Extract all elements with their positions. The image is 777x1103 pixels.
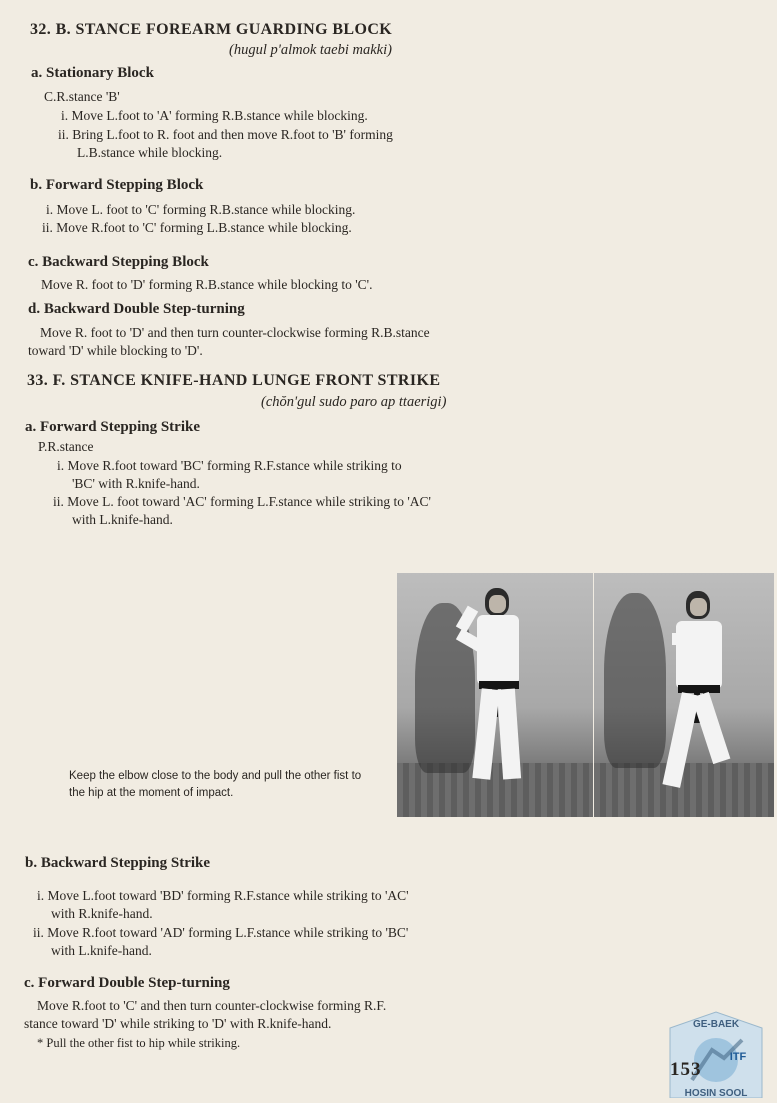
logo-top-text: GE-BAEK bbox=[692, 1019, 740, 1030]
section-32d-title: d. Backward Double Step-turning bbox=[28, 301, 245, 317]
page-number: 153 bbox=[670, 1059, 702, 1080]
text-line: toward 'D' while blocking to 'D'. bbox=[28, 343, 203, 358]
section-33c-title: c. Forward Double Step-turning bbox=[24, 975, 230, 991]
text-line: i. Move R.foot toward 'BC' forming R.F.stance while striking to bbox=[57, 458, 402, 473]
text-line: L.B.stance while blocking. bbox=[77, 145, 223, 160]
photo-knife-hand-strike-left bbox=[397, 573, 593, 817]
text-line: ii. Move R.foot toward 'AD' forming L.F.stance while striking to 'BC' bbox=[33, 925, 409, 940]
section-32-title: 32. B. STANCE FOREARM GUARDING BLOCK bbox=[30, 21, 393, 38]
section-32c-title: c. Backward Stepping Block bbox=[28, 254, 209, 270]
section-32-subtitle: (hugul p'almok taebi makki) bbox=[229, 42, 392, 58]
section-32b-title: b. Forward Stepping Block bbox=[30, 177, 204, 193]
text-line: i. Move L.foot toward 'BD' forming R.F.stance while striking to 'AC' bbox=[37, 888, 409, 903]
text-line: with L.knife-hand. bbox=[51, 943, 152, 958]
logo-bottom-text: HOSIN SOOL bbox=[684, 1088, 748, 1098]
section-33-subtitle: (chŏn'gul sudo paro ap ttaerigi) bbox=[261, 394, 447, 410]
text-line: P.R.stance bbox=[38, 439, 94, 454]
text-line: ii. Move R.foot to 'C' forming L.B.stance while blocking. bbox=[42, 220, 352, 235]
logo-mid-text: ITF bbox=[729, 1051, 747, 1063]
text-line: stance toward 'D' while striking to 'D' with R.knife-hand. bbox=[24, 1016, 332, 1031]
text-line: C.R.stance 'B' bbox=[44, 89, 120, 104]
photo-knife-hand-strike-right bbox=[594, 573, 774, 817]
logo-graphic bbox=[662, 1010, 770, 1098]
footnote: * Pull the other fist to hip while striking. bbox=[37, 1036, 241, 1050]
text-line: with R.knife-hand. bbox=[51, 906, 153, 921]
text-line: Move R. foot to 'D' and then turn counter-clockwise forming R.B.stance bbox=[40, 325, 430, 340]
text-line: Move R.foot to 'C' and then turn counter-clockwise forming R.F. bbox=[37, 998, 387, 1013]
text-line: ii. Bring L.foot to R. foot and then move R.foot to 'B' forming bbox=[58, 127, 393, 142]
text-line: Move R. foot to 'D' forming R.B.stance while blocking to 'C'. bbox=[41, 277, 373, 292]
text-line: ii. Move L. foot toward 'AC' forming L.F.stance while striking to 'AC' bbox=[53, 494, 431, 509]
section-33a-title: a. Forward Stepping Strike bbox=[25, 419, 201, 435]
ge-baek-logo bbox=[662, 1010, 770, 1098]
section-33-title: 33. F. STANCE KNIFE-HAND LUNGE FRONT STRIKE bbox=[27, 372, 441, 389]
text-line: i. Move L.foot to 'A' forming R.B.stance while blocking. bbox=[61, 108, 368, 123]
section-33b-title: b. Backward Stepping Strike bbox=[25, 855, 211, 871]
photo-caption: Keep the elbow close to the body and pull the other fist to the hip at the moment of impact. bbox=[69, 770, 362, 799]
text-line: 'BC' with R.knife-hand. bbox=[72, 476, 200, 491]
text-line: i. Move L. foot to 'C' forming R.B.stance while blocking. bbox=[46, 202, 356, 217]
section-32a-title: a. Stationary Block bbox=[31, 65, 154, 81]
text-line: with L.knife-hand. bbox=[72, 512, 173, 527]
